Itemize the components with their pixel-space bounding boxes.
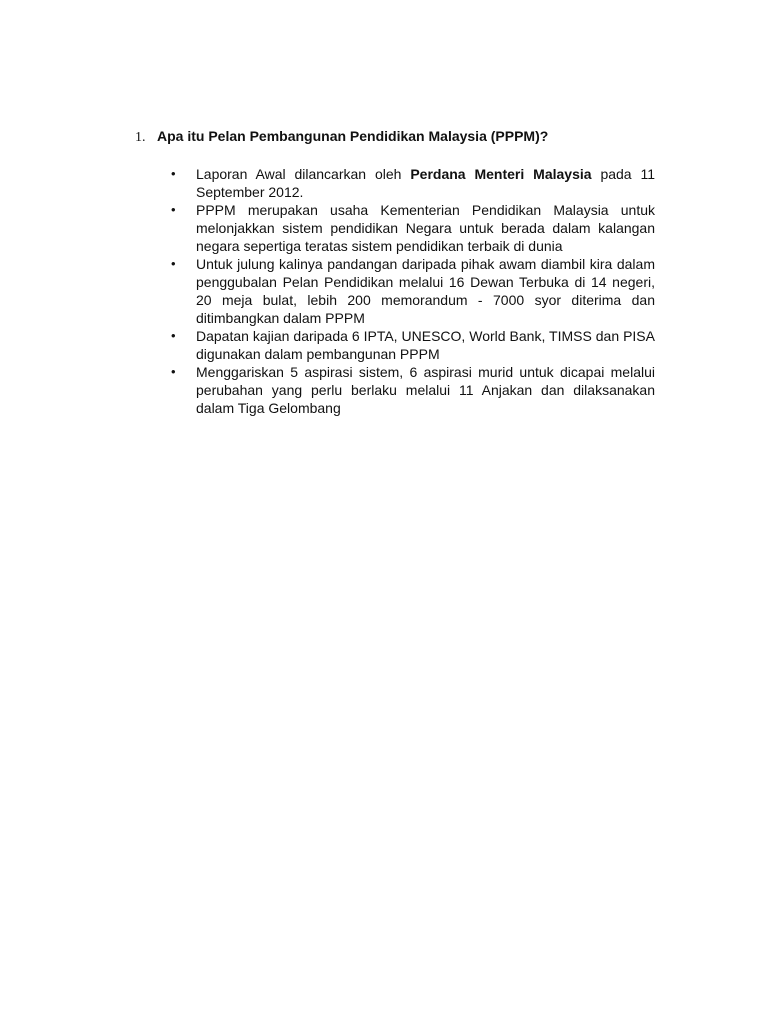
- bullet-text: Dapatan kajian daripada 6 IPTA, UNESCO, World Bank, TIMSS dan PISA digunakan dalam pembangunan PPPM: [196, 328, 655, 362]
- bullet-item-aspirations: [170, 363, 655, 417]
- bullet-list: [170, 165, 655, 417]
- bullet-item-public-input: [170, 255, 655, 327]
- bullet-text-part: Laporan Awal dilancarkan oleh: [196, 166, 411, 182]
- bullet-icon: •: [171, 364, 176, 379]
- bullet-icon: •: [171, 328, 176, 343]
- bullet-text: Menggariskan 5 aspirasi sistem, 6 aspirasi murid untuk dicapai melalui perubahan yang perlu berlaku melalui 11 Anjakan dan dilaksanakan dalam Tiga Gelombang: [196, 364, 655, 416]
- bullet-text: PPPM merupakan usaha Kementerian Pendidikan Malaysia untuk melonjakkan sistem pendidikan Negara untuk berada dalam kalangan negara sepertiga teratas sistem pendidikan terbaik di dunia: [196, 202, 655, 254]
- bullet-text: Untuk julung kalinya pandangan daripada pihak awam diambil kira dalam penggubalan Pelan Pendidikan melalui 16 Dewan Terbuka di 14 negeri, 20 meja bulat, lebih 200 memorandum - 7000 syor diterima dan ditimbangkan dalam PPPM: [196, 256, 655, 326]
- bullet-item-launch: [170, 165, 655, 201]
- question-heading: [135, 127, 675, 147]
- bullet-item-purpose: [170, 201, 655, 255]
- heading-text: Apa itu Pelan Pembangunan Pendidikan Malaysia (PPPM)?: [157, 128, 549, 144]
- heading-number: 1.: [135, 130, 146, 145]
- bullet-text-part: pada 11 September 2012.: [196, 166, 656, 200]
- bullet-bold-text: Perdana Menteri Malaysia: [410, 166, 592, 182]
- bullet-icon: •: [171, 166, 176, 181]
- bullet-icon: •: [171, 202, 176, 217]
- bullet-icon: •: [171, 256, 176, 271]
- bullet-item-research: [170, 327, 655, 363]
